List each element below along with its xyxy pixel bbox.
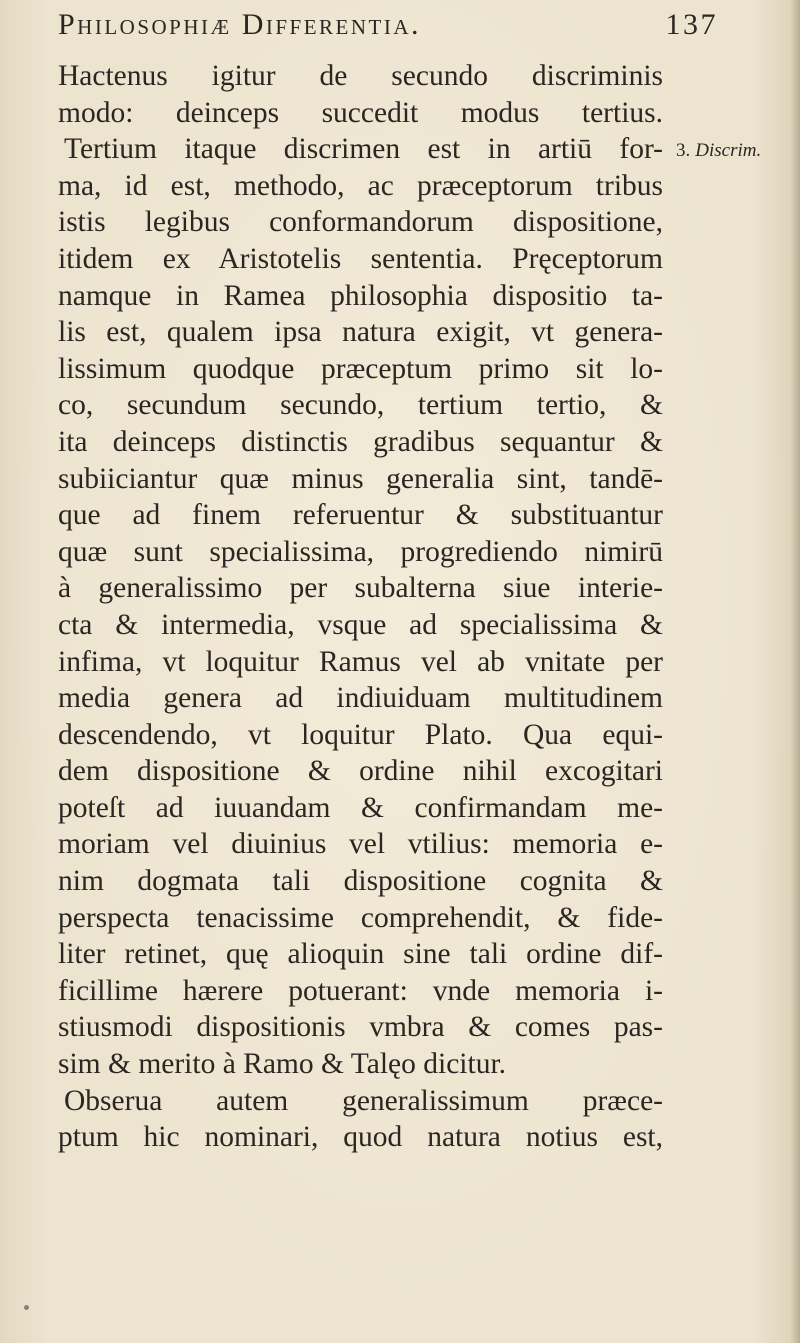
text-line: ficillime hærere potuerant: vnde memoria i-	[58, 974, 663, 1007]
text-line: liter retinet, quę alioquin sine tali ordine dif-	[58, 938, 663, 971]
text-line: lissimum quodque præceptum primo sit lo-	[58, 352, 663, 385]
text-line: nim dogmata tali dispositione cognita &	[58, 865, 663, 898]
text-line: co, secundum secundo, tertium tertio, &	[58, 389, 663, 422]
text-line: stiusmodi dispositionis vmbra & comes pas-	[58, 1011, 663, 1044]
running-head-title: Philosophiæ Differentia.	[58, 8, 422, 41]
text-line: infima, vt loquitur Ramus vel ab vnitate per	[58, 645, 663, 678]
page-edge-shadow	[790, 0, 800, 1343]
text-line: itidem ex Aristotelis sententia. Pręceptorum	[58, 242, 663, 275]
text-line: ptum hic nominari, quod natura notius est,	[58, 1121, 663, 1154]
text-line: media genera ad indiuiduam multitudinem	[58, 682, 663, 715]
text-line: modo: deinceps succedit modus tertius.	[58, 96, 663, 129]
ink-speck	[24, 1305, 29, 1310]
text-line: sim & merito à Ramo & Talęo dicitur.	[58, 1048, 507, 1081]
text-line: Hactenus igitur de secundo discriminis	[58, 60, 663, 92]
text-line: descendendo, vt loquitur Plato. Qua equi-	[58, 718, 663, 751]
text-line: ma, id est, methodo, ac præceptorum tribus	[58, 169, 663, 202]
text-line: que ad finem referuentur & substituantur	[58, 499, 663, 532]
text-line: dem dispositione & ordine nihil excogitari	[58, 755, 663, 788]
text-line: Obserua autem generalissimum præce-	[64, 1084, 663, 1117]
text-line: poteſt ad iuuandam & confirmandam me-	[58, 791, 663, 824]
page-number: 137	[665, 8, 718, 41]
text-line: lis est, qualem ipsa natura exigit, vt genera-	[58, 316, 663, 349]
running-head	[58, 8, 718, 48]
text-line: perspecta tenacissime comprehendit, & fide-	[58, 901, 663, 934]
text-line: cta & intermedia, vsque ad specialissima &	[58, 608, 663, 641]
margin-note-text: Discrim.	[695, 140, 762, 161]
text-line: subiiciantur quæ minus generalia sint, tandē-	[58, 462, 663, 495]
text-line: ita deinceps distinctis gradibus sequantur &	[58, 425, 663, 458]
text-line: Tertium itaque discrimen est in artiū for-	[64, 133, 663, 166]
text-line: à generalissimo per subalterna siue interie-	[58, 572, 663, 605]
text-line: quæ sunt specialissima, progrediendo nimirū	[58, 535, 663, 568]
text-line: istis legibus conformandorum dispositione,	[58, 206, 663, 239]
text-line: namque in Ramea philosophia dispositio ta-	[58, 279, 663, 312]
margin-note	[676, 140, 796, 162]
text-line: moriam vel diuinius vel vtilius: memoria e-	[58, 828, 663, 861]
body-text	[58, 58, 663, 1156]
margin-note-number: 3.	[676, 140, 691, 161]
